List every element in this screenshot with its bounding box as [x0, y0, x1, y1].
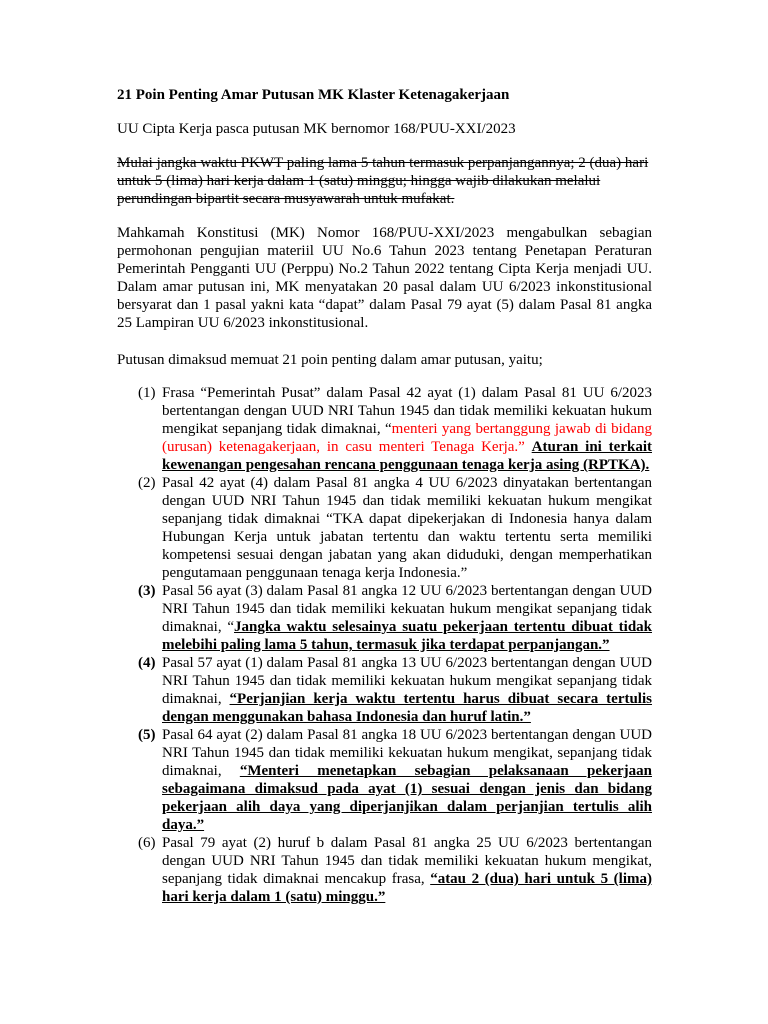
point-text: Pasal 64 ayat (2) dalam Pasal 81 angka 18 UU 6/2023 bertentangan dengan UUD NRI Tahun 1945 dan tidak memiliki kekuatan hukum mengikat, sepanjang tidak dimaknai,	[162, 727, 652, 779]
list-item	[117, 384, 652, 474]
point-emphasis: Aturan ini terkait kewenangan pengesahan rencana penggunaan tenaga kerja asing (RPTKA).	[162, 439, 652, 473]
struck-through-paragraph: Mulai jangka waktu PKWT paling lama 5 tahun termasuk perpanjangannya; 2 (dua) hari untuk 5 (lima) hari kerja dalam 1 (satu) minggu; hingga wajib dilakukan melalui perundingan bipartit secara musyawarah untuk mufakat.	[117, 155, 649, 207]
point-emphasis: “Perjanjian kerja waktu tertentu harus dibuat secara tertulis dengan menggunakan bahasa Indonesia dan huruf latin.”	[162, 691, 652, 725]
point-text: Pasal 56 ayat (3) dalam Pasal 81 angka 12 UU 6/2023 bertentangan dengan UUD NRI Tahun 1945 dan tidak memiliki kekuatan hukum mengikat sepanjang tidak dimaknai, “	[162, 583, 652, 635]
list-item	[117, 834, 652, 906]
list-item	[117, 654, 652, 726]
point-text: Pasal 79 ayat (2) huruf b dalam Pasal 81 angka 25 UU 6/2023 bertentangan dengan UUD NRI Tahun 1945 dan tidak memiliki kekuatan hukum mengikat, sepanjang tidak dimaknai mencakup frasa,	[162, 835, 652, 887]
point-red-text: menteri yang bertanggung jawab di bidang (urusan) ketenagakerjaan, in casu menteri Tenaga Kerja.”	[162, 421, 652, 455]
point-emphasis: “Menteri menetapkan sebagian pelaksanaan pekerjaan sebagaimana dimaksud pada ayat (1) sesuai dengan jenis dan bidang pekerjaan alih daya yang diperjanjikan dalam perjanjian tertulis alih daya.”	[162, 763, 653, 833]
list-item	[117, 474, 652, 582]
point-number: (5)	[138, 727, 156, 743]
point-number: (2)	[138, 475, 156, 491]
point-number: (6)	[138, 835, 156, 851]
point-emphasis: “atau 2 (dua) hari untuk 5 (lima) hari kerja dalam 1 (satu) minggu.”	[162, 871, 652, 905]
document-title: 21 Poin Penting Amar Putusan MK Klaster Ketenagakerjaan	[117, 87, 510, 103]
lead-sentence: Putusan dimaksud memuat 21 poin penting dalam amar putusan, yaitu;	[117, 352, 543, 368]
point-number: (1)	[138, 385, 156, 401]
point-emphasis: Jangka waktu selesainya suatu pekerjaan tertentu dibuat tidak melebihi paling lama 5 tahun, termasuk jika terdapat perpanjangan.”	[162, 619, 652, 653]
point-number: (3)	[138, 583, 156, 599]
point-spacer	[525, 439, 532, 455]
document-subtitle: UU Cipta Kerja pasca putusan MK bernomor 168/PUU-XXI/2023	[117, 121, 516, 137]
point-text: Pasal 42 ayat (4) dalam Pasal 81 angka 4 UU 6/2023 dinyatakan bertentangan dengan UUD NRI Tahun 1945 dan tidak memiliki kekuatan hukum mengikat sepanjang tidak dimaknai “TKA dapat dipekerjakan di Indonesia hanya dalam Hubungan Kerja untuk jabatan tertentu dan waktu tertentu serta memiliki kompetensi sesuai dengan jabatan yang akan diduduki, dengan memperhatikan pengutamaan penggunaan tenaga kerja Indonesia.”	[162, 475, 652, 581]
points-list	[117, 384, 652, 906]
intro-paragraph: Mahkamah Konstitusi (MK) Nomor 168/PUU-XXI/2023 mengabulkan sebagian permohonan pengujian materiil UU No.6 Tahun 2023 tentang Penetapan Peraturan Pemerintah Pengganti UU (Perppu) No.2 Tahun 2022 tentang Cipta Kerja menjadi UU. Dalam amar putusan ini, MK menyatakan 20 pasal dalam UU 6/2023 inkonstitusional bersyarat dan 1 pasal yakni kata “dapat” dalam Pasal 79 ayat (5) dalam Pasal 81 angka 25 Lampiran UU 6/2023 inkonstitusional.	[117, 225, 652, 331]
list-item	[117, 582, 652, 654]
point-number: (4)	[138, 655, 156, 671]
point-text: Frasa “Pemerintah Pusat” dalam Pasal 42 ayat (1) dalam Pasal 81 UU 6/2023 bertentangan dengan UUD NRI Tahun 1945 dan tidak memiliki kekuatan hukum mengikat sepanjang tidak dimaknai, “	[162, 385, 652, 437]
document-page	[117, 86, 652, 906]
point-text: Pasal 57 ayat (1) dalam Pasal 81 angka 13 UU 6/2023 bertentangan dengan UUD NRI Tahun 1945 dan tidak memiliki kekuatan hukum mengikat sepanjang tidak dimaknai,	[162, 655, 652, 707]
list-item	[117, 726, 652, 834]
